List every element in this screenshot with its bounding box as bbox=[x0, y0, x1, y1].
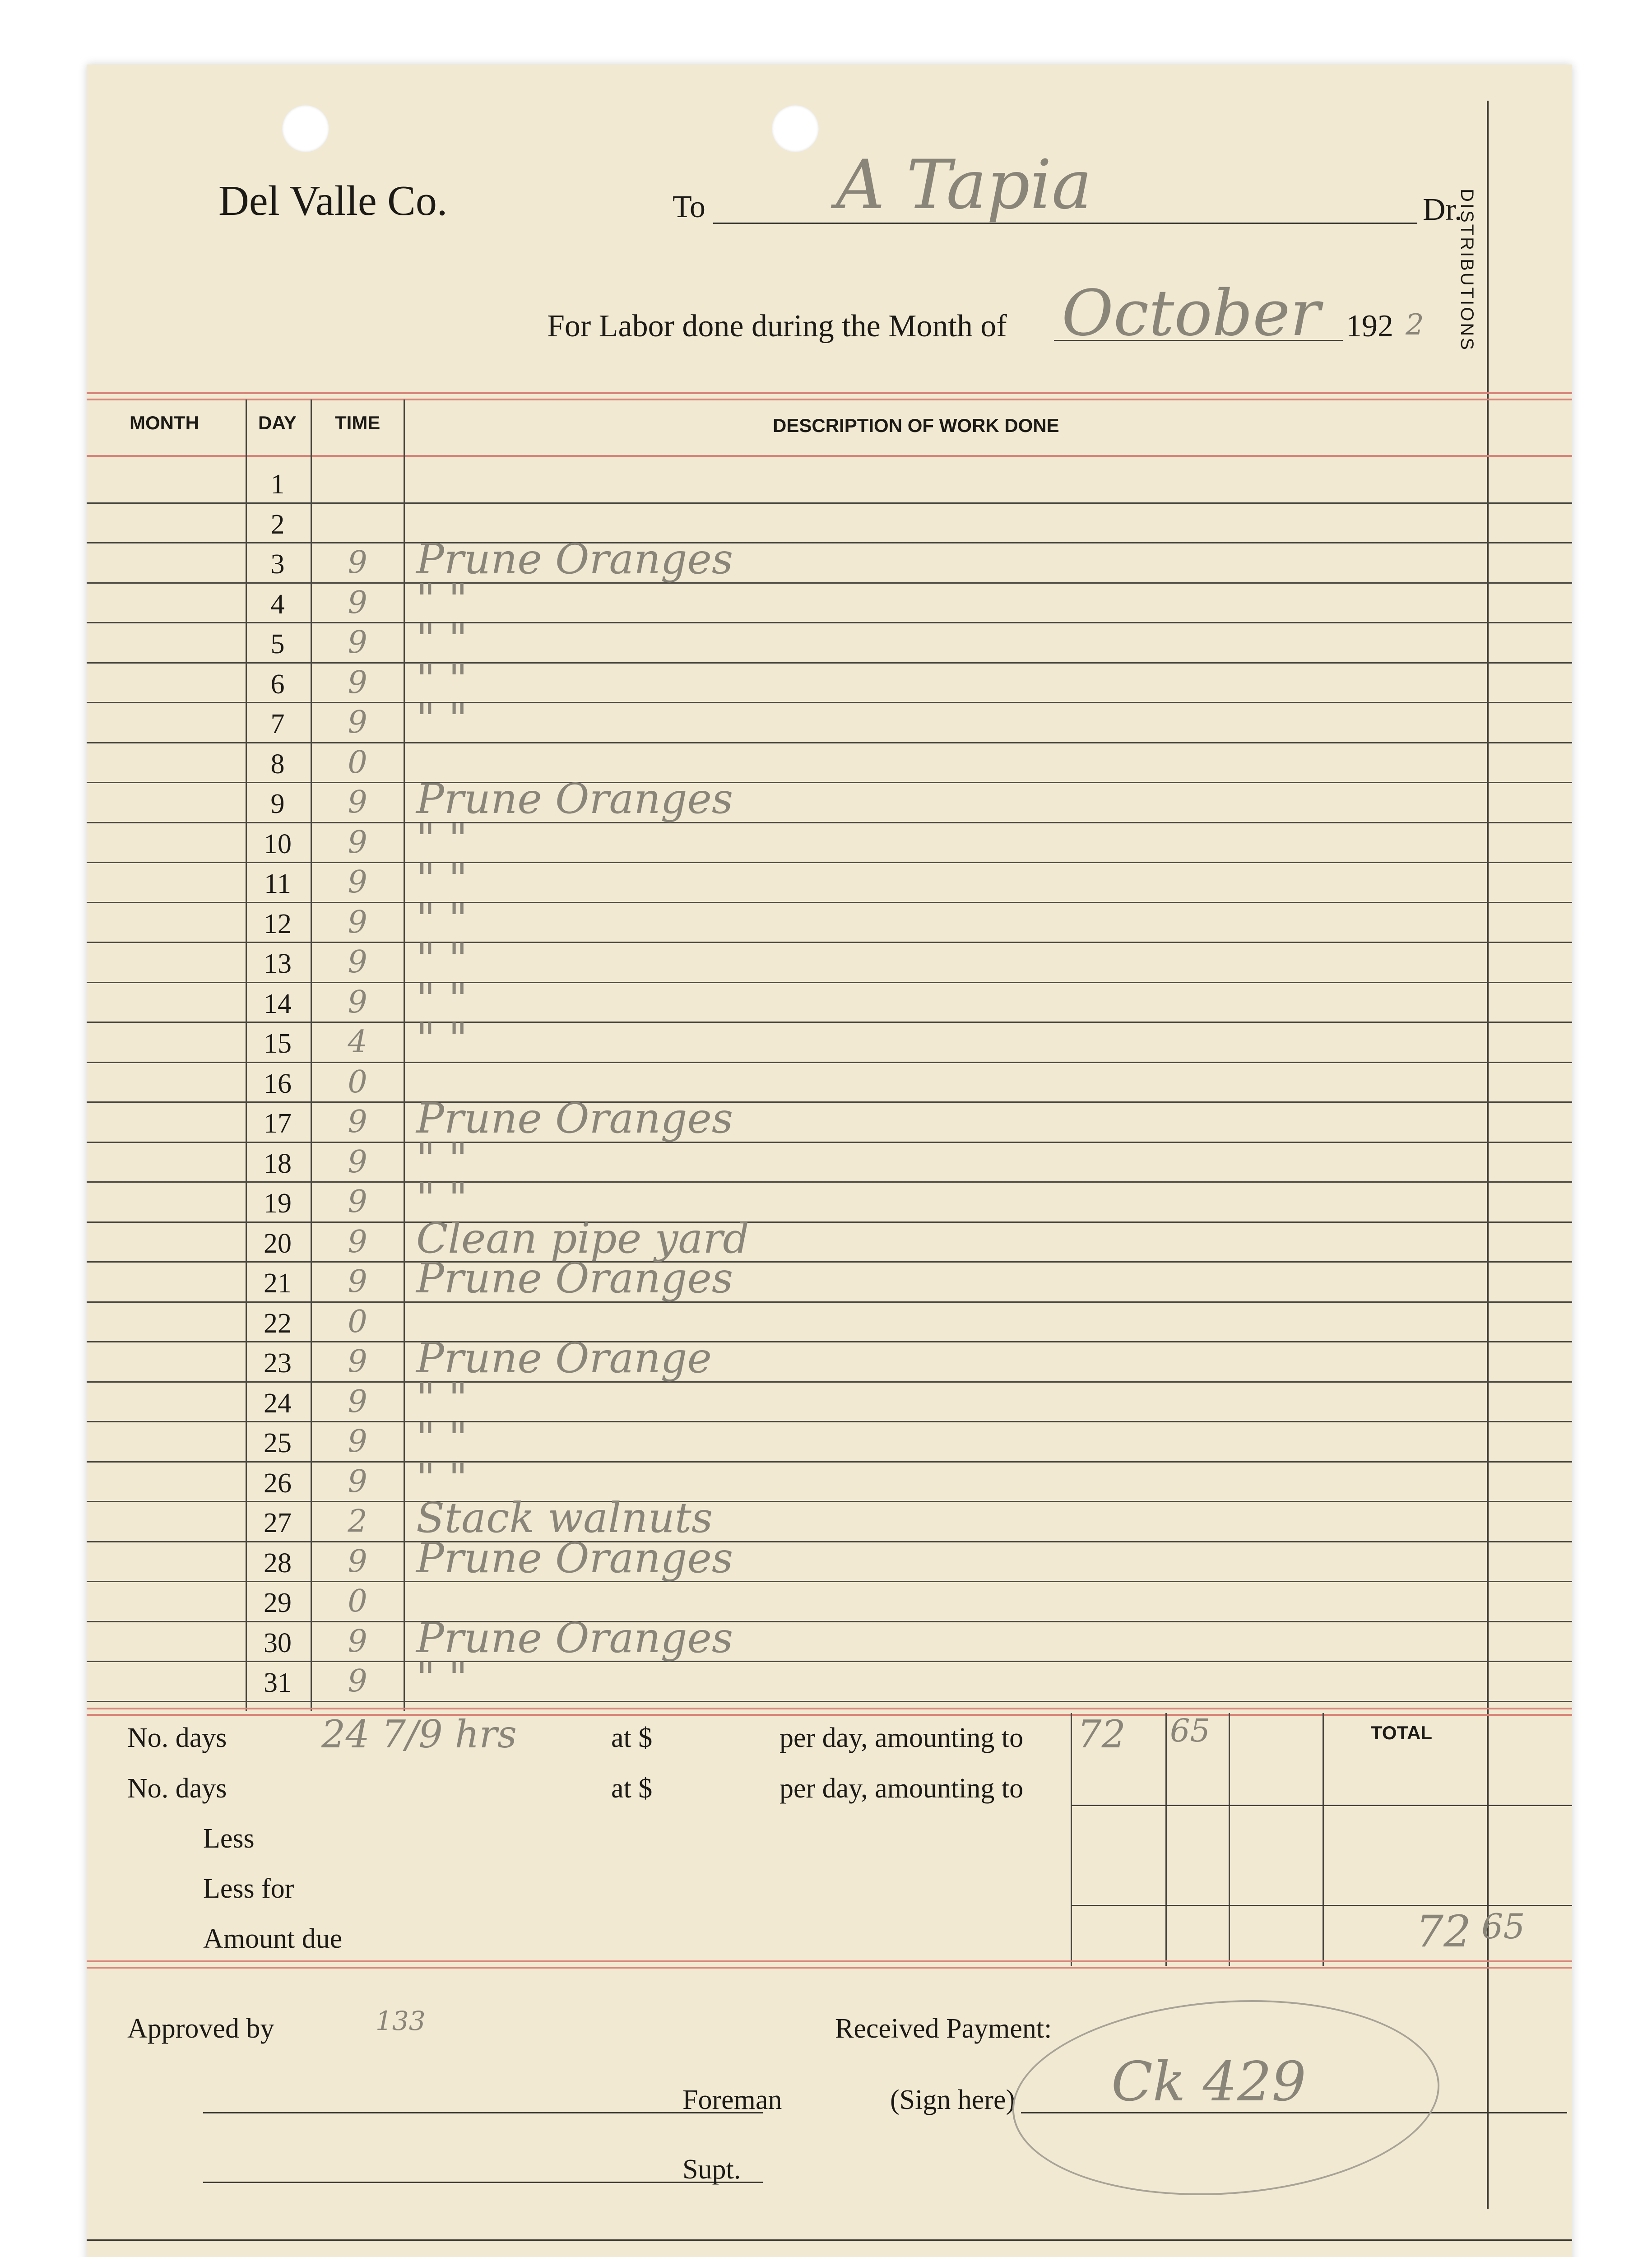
work-description: " " bbox=[416, 1374, 468, 1422]
row-rule bbox=[87, 1101, 1572, 1103]
row-rule bbox=[87, 862, 1572, 863]
time-value: 9 bbox=[348, 585, 367, 621]
time-column-right-rule bbox=[404, 399, 405, 1711]
work-description: " " bbox=[416, 814, 468, 863]
day-number: 19 bbox=[264, 1188, 292, 1219]
row-rule bbox=[87, 622, 1572, 623]
row-rule bbox=[87, 782, 1572, 783]
summary-bottom-rule bbox=[87, 1960, 1572, 1962]
time-header: TIME bbox=[335, 412, 381, 433]
approved-by-label: Approved by bbox=[127, 2013, 274, 2044]
punch-hole-left bbox=[282, 105, 329, 152]
time-value: 9 bbox=[348, 1424, 367, 1459]
header-top-rule bbox=[87, 392, 1572, 394]
work-description: " " bbox=[416, 615, 468, 663]
day-number: 25 bbox=[264, 1428, 292, 1458]
work-description: Prune Oranges bbox=[416, 1613, 733, 1662]
row-rule bbox=[87, 1221, 1572, 1223]
less-label: Less bbox=[203, 1823, 255, 1854]
description-header: DESCRIPTION OF WORK DONE bbox=[773, 415, 1059, 436]
total-dollars: 72 bbox=[1416, 1906, 1471, 1957]
row-rule bbox=[87, 1261, 1572, 1263]
row-rule bbox=[87, 582, 1572, 584]
work-description: Prune Oranges bbox=[416, 1094, 733, 1142]
work-description: " " bbox=[416, 575, 468, 623]
work-description: " " bbox=[416, 655, 468, 703]
work-description: Prune Orange bbox=[416, 1334, 712, 1382]
time-value: 9 bbox=[348, 864, 367, 900]
time-value: 9 bbox=[348, 1264, 367, 1300]
amount-col-rule-1 bbox=[1071, 1713, 1072, 1966]
time-value: 2 bbox=[348, 1504, 367, 1539]
summary-bottom-rule-2 bbox=[87, 1967, 1572, 1969]
work-description: " " bbox=[416, 1414, 468, 1462]
time-value: 0 bbox=[348, 1584, 367, 1619]
time-value: 9 bbox=[348, 1224, 367, 1260]
month-written: October bbox=[1062, 277, 1321, 350]
payee-name: A Tapia bbox=[836, 146, 1092, 224]
row-rule bbox=[87, 902, 1572, 903]
time-value: 9 bbox=[348, 545, 367, 581]
summary-top-rule-2 bbox=[87, 1714, 1572, 1716]
row-rule bbox=[87, 1661, 1572, 1662]
summary-top-rule bbox=[87, 1708, 1572, 1709]
row-rule bbox=[87, 822, 1572, 823]
time-value: 0 bbox=[348, 1064, 367, 1100]
row-rule bbox=[87, 1062, 1572, 1063]
time-value: 9 bbox=[348, 824, 367, 860]
work-description: " " bbox=[416, 894, 468, 943]
day-number: 16 bbox=[264, 1068, 292, 1099]
row-rule bbox=[87, 1142, 1572, 1143]
day-number: 18 bbox=[264, 1148, 292, 1179]
day-number: 31 bbox=[264, 1667, 292, 1698]
day-number: 30 bbox=[264, 1627, 292, 1658]
per-day-label-2: per day, amounting to bbox=[780, 1773, 1024, 1804]
day-number: 11 bbox=[264, 868, 291, 899]
work-description: Prune Oranges bbox=[416, 1254, 733, 1302]
day-column-right-rule bbox=[311, 399, 312, 1711]
time-value: 9 bbox=[348, 664, 367, 701]
dr-label: Dr. bbox=[1423, 192, 1462, 227]
time-value: 9 bbox=[348, 1543, 367, 1579]
amount-row-rule-2 bbox=[1071, 1905, 1572, 1906]
no-days-value-1: 24 7/9 hrs bbox=[321, 1712, 517, 1756]
foreman-line bbox=[203, 2112, 763, 2113]
time-value: 9 bbox=[348, 1463, 367, 1500]
approved-note: 133 bbox=[376, 2006, 426, 2036]
day-number: 4 bbox=[270, 589, 285, 620]
year-suffix: 2 bbox=[1406, 308, 1424, 342]
work-description: Prune Oranges bbox=[416, 535, 733, 583]
day-number: 12 bbox=[264, 908, 292, 939]
work-description: Prune Oranges bbox=[416, 775, 733, 823]
at-label-1: at $ bbox=[611, 1723, 653, 1753]
day-number: 10 bbox=[264, 828, 292, 859]
year-prefix: 192 bbox=[1346, 309, 1393, 344]
row-rule bbox=[87, 1341, 1572, 1342]
supt-line bbox=[203, 2182, 763, 2183]
amount-col-rule-3 bbox=[1229, 1713, 1230, 1966]
amount-col-rule-2 bbox=[1165, 1713, 1167, 1966]
row-rule bbox=[87, 1181, 1572, 1183]
day-number: 5 bbox=[270, 629, 285, 659]
day-number: 6 bbox=[270, 669, 285, 700]
time-value: 9 bbox=[348, 705, 367, 740]
day-number: 22 bbox=[264, 1308, 292, 1339]
time-value: 9 bbox=[348, 1104, 367, 1140]
row-rule bbox=[87, 1701, 1572, 1702]
labor-voucher-sheet bbox=[87, 65, 1572, 2257]
work-description: " " bbox=[416, 1174, 468, 1222]
month-header: MONTH bbox=[130, 412, 199, 433]
total-cents: 65 bbox=[1481, 1906, 1525, 1946]
time-value: 4 bbox=[348, 1024, 367, 1060]
work-description: " " bbox=[416, 1014, 468, 1063]
day-number: 9 bbox=[270, 789, 285, 819]
distributions-divider bbox=[1487, 101, 1489, 2209]
amount-due-label: Amount due bbox=[203, 1923, 343, 1954]
day-column-left-rule bbox=[246, 399, 247, 1711]
no-days-label-1: No. days bbox=[127, 1723, 227, 1753]
time-value: 9 bbox=[348, 1144, 367, 1180]
time-value: 9 bbox=[348, 1623, 367, 1659]
amount-col-rule-4 bbox=[1323, 1713, 1324, 1966]
row-rule bbox=[87, 942, 1572, 943]
work-description: Stack walnuts bbox=[416, 1494, 713, 1542]
day-number: 1 bbox=[270, 469, 285, 500]
row-rule bbox=[87, 742, 1572, 743]
footer-bottom-rule bbox=[87, 2239, 1572, 2241]
no-days-label-2: No. days bbox=[127, 1773, 227, 1804]
day-number: 29 bbox=[264, 1588, 292, 1618]
row-rule bbox=[87, 1381, 1572, 1383]
less-for-label: Less for bbox=[203, 1873, 294, 1904]
per-day-label-1: per day, amounting to bbox=[780, 1723, 1024, 1753]
day-number: 14 bbox=[264, 988, 292, 1019]
work-description: " " bbox=[416, 974, 468, 1023]
work-description: " " bbox=[416, 1653, 468, 1702]
total-header: TOTAL bbox=[1371, 1722, 1433, 1743]
row-rule bbox=[87, 1461, 1572, 1463]
to-label: To bbox=[673, 190, 705, 224]
time-value: 9 bbox=[348, 1384, 367, 1420]
time-value: 9 bbox=[348, 785, 367, 820]
day-number: 13 bbox=[264, 948, 292, 979]
day-number: 2 bbox=[270, 509, 285, 540]
company-name: Del Valle Co. bbox=[218, 177, 448, 224]
labor-month-label: For Labor done during the Month of bbox=[547, 309, 1007, 344]
work-description: " " bbox=[416, 1134, 468, 1183]
row-rule bbox=[87, 542, 1572, 543]
at-label-2: at $ bbox=[611, 1773, 653, 1804]
day-number: 7 bbox=[270, 709, 285, 739]
time-value: 9 bbox=[348, 625, 367, 660]
check-note: Ck 429 bbox=[1111, 2051, 1306, 2113]
day-number: 17 bbox=[264, 1108, 292, 1139]
day-number: 28 bbox=[264, 1547, 292, 1579]
day-number: 24 bbox=[264, 1388, 292, 1419]
work-description: " " bbox=[416, 695, 468, 743]
time-value: 9 bbox=[348, 1344, 367, 1379]
day-number: 21 bbox=[264, 1268, 292, 1299]
time-value: 9 bbox=[348, 984, 367, 1020]
row-rule bbox=[87, 1581, 1572, 1582]
work-description: " " bbox=[416, 1454, 468, 1502]
row-rule bbox=[87, 1421, 1572, 1422]
row-rule bbox=[87, 1301, 1572, 1303]
day-number: 23 bbox=[264, 1348, 292, 1379]
row-rule bbox=[87, 1022, 1572, 1023]
time-value: 9 bbox=[348, 1184, 367, 1220]
punch-hole-right bbox=[772, 105, 819, 152]
time-value: 0 bbox=[348, 744, 367, 780]
time-value: 9 bbox=[348, 944, 367, 980]
day-number: 27 bbox=[264, 1508, 292, 1538]
received-payment-label: Received Payment: bbox=[835, 2013, 1052, 2044]
time-value: 0 bbox=[348, 1304, 367, 1340]
work-description: " " bbox=[416, 855, 468, 903]
time-value: 9 bbox=[348, 1663, 367, 1699]
day-number: 3 bbox=[270, 549, 285, 580]
row-rule bbox=[87, 1541, 1572, 1542]
day-number: 8 bbox=[270, 748, 285, 780]
day-number: 15 bbox=[264, 1028, 292, 1059]
supt-label: Supt. bbox=[682, 2154, 741, 2185]
work-description: " " bbox=[416, 934, 468, 983]
row-rule bbox=[87, 702, 1572, 703]
amount-1-dollars: 72 bbox=[1077, 1712, 1126, 1756]
row-rule bbox=[87, 1501, 1572, 1502]
header-top-rule-2 bbox=[87, 399, 1572, 400]
day-number: 26 bbox=[264, 1468, 292, 1499]
work-description: Prune Oranges bbox=[416, 1533, 733, 1582]
day-header: DAY bbox=[258, 412, 297, 433]
row-rule bbox=[87, 502, 1572, 504]
row-rule bbox=[87, 982, 1572, 983]
work-description: Clean pipe yard bbox=[416, 1214, 750, 1263]
row-rule bbox=[87, 662, 1572, 664]
foreman-label: Foreman bbox=[682, 2085, 782, 2115]
time-value: 9 bbox=[348, 904, 367, 940]
amount-row-rule-1 bbox=[1071, 1805, 1572, 1806]
sign-here-label: (Sign here) bbox=[890, 2085, 1016, 2115]
header-bottom-rule bbox=[87, 455, 1572, 457]
day-number: 20 bbox=[264, 1228, 292, 1259]
distributions-label: DISTRIBUTIONS bbox=[1457, 189, 1477, 352]
row-rule bbox=[87, 1621, 1572, 1622]
amount-1-cents: 65 bbox=[1170, 1712, 1211, 1749]
